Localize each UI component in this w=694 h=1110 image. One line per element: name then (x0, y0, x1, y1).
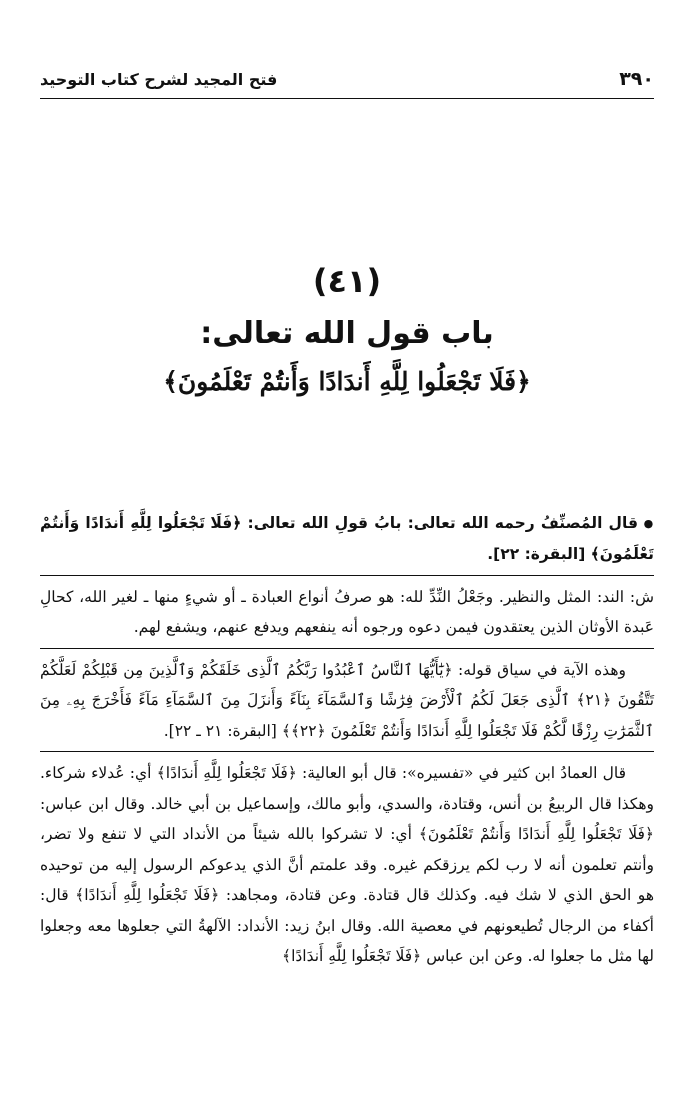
page-number: ٣٩٠ (619, 68, 654, 90)
sharh-paragraph: ش: الند: المثل والنظير. وجَعْلُ النِّدِّ لله: هو صرفُ أنواع العبادة ـ أو شيءٍ منها ـ لغير الله، كحالِ عَبدة الأوثان الذين يعتقدون فيمن دعوه ورجوه أنه ينفعهم ويدفع عنهم، ويشفع لهم. (40, 587, 654, 637)
chapter-heading (40, 258, 654, 402)
intro-reference: [البقرة: ٢٢]. (487, 545, 591, 564)
section-divider (40, 648, 654, 649)
chapter-number: (٤١) (312, 262, 382, 300)
ayah-context-reference: [البقرة: ٢١ ـ ٢٢]. (163, 721, 282, 740)
intro-verse: ﴿فَلَا تَجْعَلُوا لِلَّهِ أَندَادًا وَأَنتُمْ تَعْلَمُونَ﴾ (40, 514, 654, 564)
book-title: فتح المجيد لشرح كتاب التوحيد (40, 69, 278, 89)
ayah-context-paragraph (40, 655, 654, 747)
running-header (40, 64, 654, 94)
bullet-icon: ● (643, 516, 654, 530)
intro-paragraph (40, 508, 654, 570)
ayah-context-verse: ﴿يَٰٓأَيُّهَا ٱلنَّاسُ ٱعْبُدُوا رَبَّكُمُ ٱلَّذِى خَلَقَكُمْ وَٱلَّذِينَ مِن قَبْلِكُمْ لَعَلَّكُمْ تَتَّقُونَ ﴿٢١﴾ ٱلَّذِى جَعَلَ لَكُمُ ٱلْأَرْضَ فِرَٰشًا وَٱلسَّمَآءَ بِنَآءً وَأَنزَلَ مِنَ ٱلسَّمَآءِ مَآءً فَأَخْرَجَ بِهِۦ مِنَ ٱلثَّمَرَٰتِ رِزْقًا لَّكُمْ فَلَا تَجْعَلُوا لِلَّهِ أَندَادًا وَأَنتُمْ تَعْلَمُونَ ﴿٢٢﴾﴾ (40, 660, 655, 740)
section-divider (40, 751, 654, 752)
section-divider (40, 575, 654, 576)
chapter-title: باب قول الله تعالى: (200, 316, 494, 351)
tafsir-paragraph: قال العمادُ ابن كثير في «تفسيره»: قال أبو العالية: ﴿فَلَا تَجْعَلُوا لِلَّهِ أَندَادًا﴾ أي: عُدلاء شركاء. وهكذا قال الربيعُ بن أنس، وقتادة، والسدي، وأبو مالك، وإسماعيل بن أبي خالد. وقال ابن عباس: ﴿فَلَا تَجْعَلُوا لِلَّهِ أَندَادًا وَأَنتُمْ تَعْلَمُونَ﴾ أي: لا تشركوا بالله شيئاً من الأنداد التي لا تنفع ولا تضر، وأنتم تعلمون أنه لا رب لكم يرزقكم غيره. وقد علمتم أنَّ الذي يدعوكم الرسول إليه من توحيده هو الحق الذي لا شك فيه. وكذلك قال قتادة. وعن قتادة، ومجاهد: ﴿فَلَا تَجْعَلُوا لِلَّهِ أَندَادًا﴾ قال: أكفاء من الرجال تُطيعونهم في معصية الله. وقال ابنُ زيد: الأنداد: الآلهةُ التي جعلوها معه وجعلوا لها مثل ما جعلوا له. وعن ابن عباس ﴿فَلَا تَجْعَلُوا لِلَّهِ أَندَادًا﴾ (40, 764, 654, 966)
ayah-context-intro: وهذه الآية في سياق قوله: (452, 660, 626, 679)
intro-heading: قال المُصنِّفُ رحمه الله تعالى: بابُ قولِ الله تعالى: (241, 514, 638, 532)
chapter-verse: ﴿فَلَا تَجْعَلُوا لِلَّهِ أَندَادًا وَأَنتُمْ تَعْلَمُونَ﴾ (163, 367, 531, 396)
body-text (40, 508, 654, 972)
header-rule (40, 98, 654, 99)
